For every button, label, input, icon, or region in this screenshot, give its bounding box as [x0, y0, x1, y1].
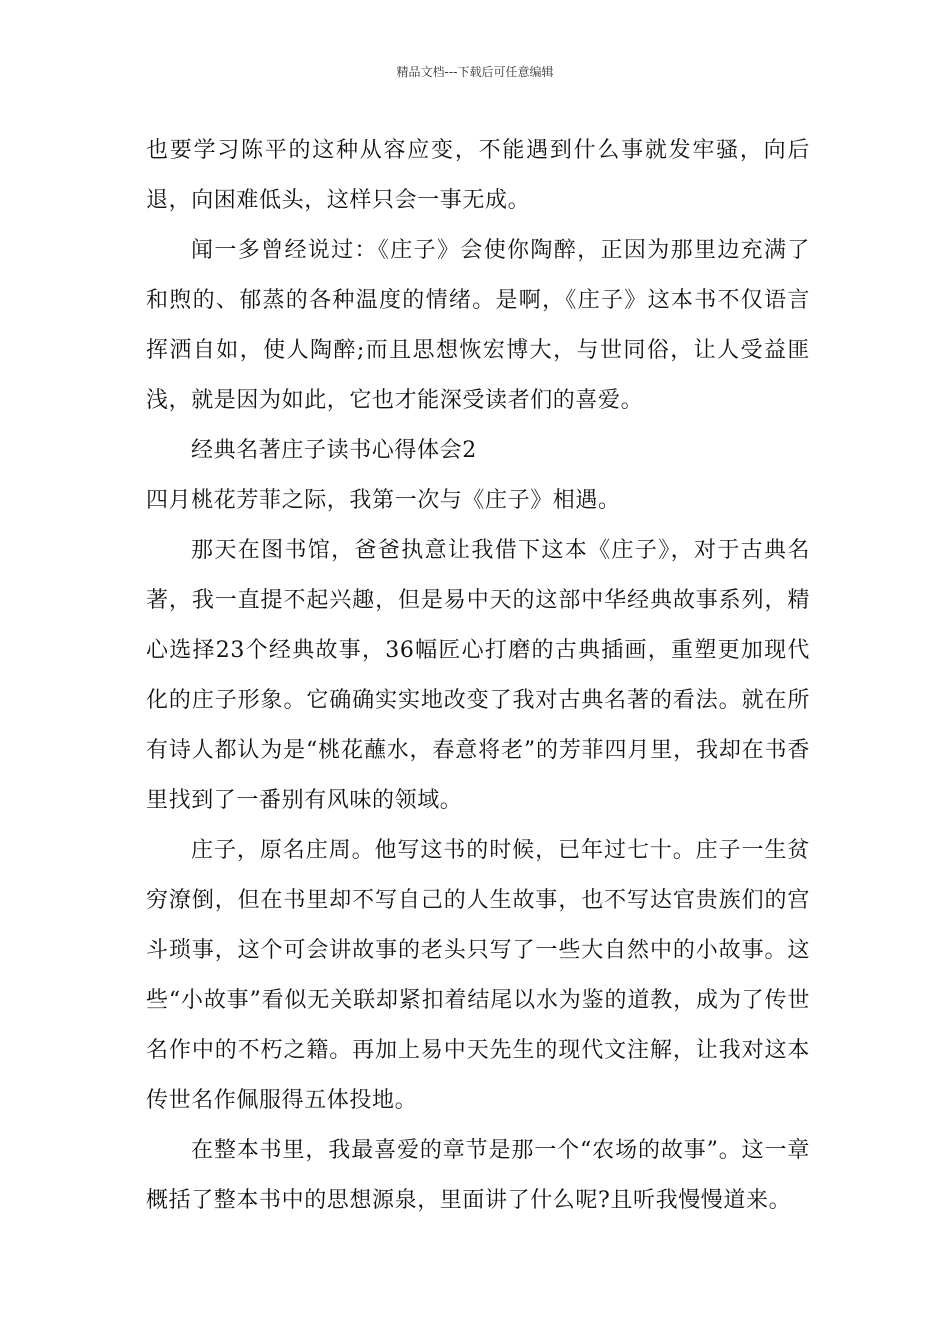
section-heading: 经典名著庄子读书心得体会2: [191, 438, 477, 463]
paragraph: 四月桃花芳菲之际，我第一次与《庄子》相遇。: [146, 488, 621, 513]
paragraph: 庄子，原名庄周。他写这书的时候，已年过七十。庄子一生贫穷潦倒，但在书里却不写自己的人生故事，也不写达官贵族们的宫斗琐事，这个可会讲故事的老头只写了一些大自然中的小故事。这些“小故事”看似无关联却紧扣着结尾以水为鉴的道教，成为了传世名作中的不朽之籍。再加上易中天先生的现代文注解，让我对这本传世名作佩服得五体投地。: [146, 838, 810, 1113]
paragraph: 闻一多曾经说过：《庄子》会使你陶醉，正因为那里边充满了和煦的、郁蒸的各种温度的情绪。是啊，《庄子》这本书不仅语言挥洒自如，使人陶醉;而且思想恢宏博大，与世同俗，让人受益匪浅，就是因为如此，它也才能深受读者们的喜爱。: [146, 238, 810, 413]
document-body: [146, 126, 810, 1226]
page-header: 精品文档---下载后可任意编辑: [396, 65, 554, 79]
paragraph: 也要学习陈平的这种从容应变，不能遇到什么事就发牢骚，向后退，向困难低头，这样只会一事无成。: [146, 138, 810, 213]
paragraph: 那天在图书馆，爸爸执意让我借下这本《庄子》，对于古典名著，我一直提不起兴趣，但是易中天的这部中华经典故事系列，精心选择23个经典故事，36幅匠心打磨的古典插画，重塑更加现代化的庄子形象。它确确实实地改变了我对古典名著的看法。就在所有诗人都认为是“桃花蘸水，春意将老”的芳菲四月里，我却在书香里找到了一番别有风味的领域。: [146, 538, 810, 813]
paragraph: 在整本书里，我最喜爱的章节是那一个“农场的故事”。这一章概括了整本书中的思想源泉，里面讲了什么呢?且听我慢慢道来。: [146, 1138, 810, 1213]
